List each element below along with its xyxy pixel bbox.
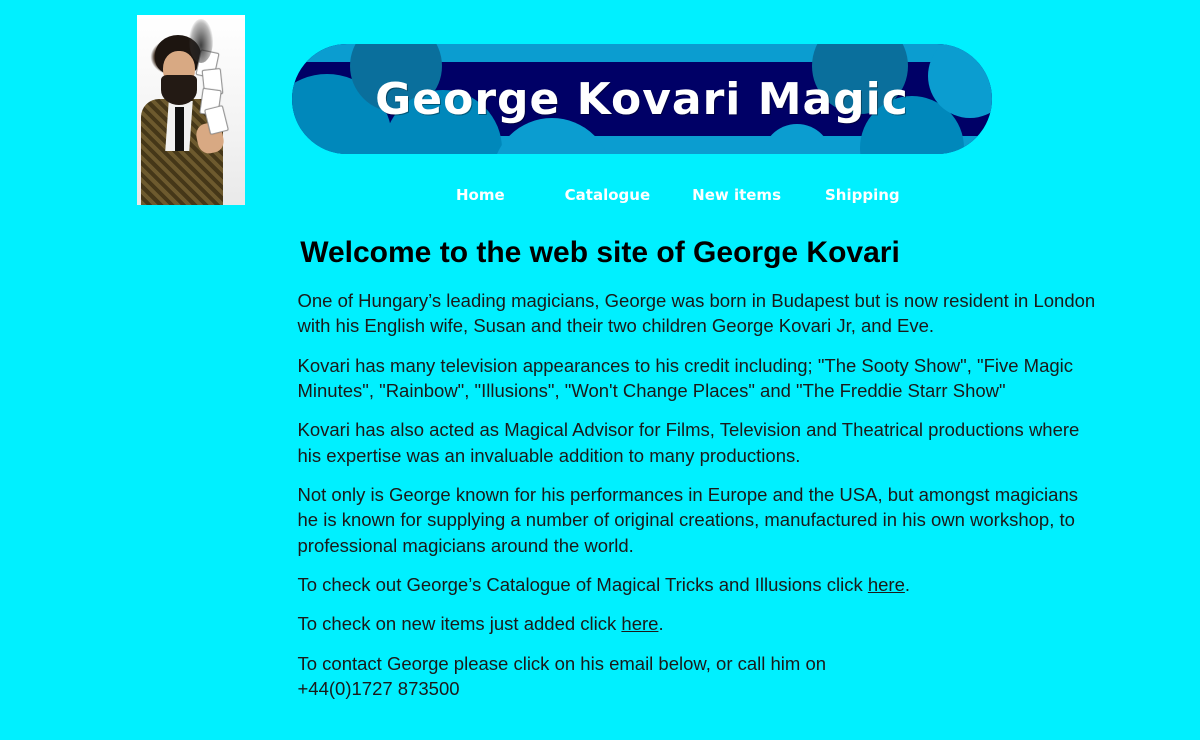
george-kovari-photo <box>137 15 245 205</box>
main-content <box>0 236 1200 715</box>
contact-text: To contact George please click on his email below, or call him on <box>297 652 827 674</box>
site-header <box>0 0 1200 215</box>
nav-item-catalogue[interactable]: Catalogue <box>564 186 651 204</box>
new-items-text-after: . <box>658 613 664 635</box>
paragraph-performances: Not only is George known for his performances in Europe and the USA, but amongst magicians he is known for supplying a number of original creations, manufactured in his own workshop, to professional magicians around the world. <box>297 484 1078 556</box>
new-items-here-link[interactable]: here <box>621 613 659 635</box>
main-navigation <box>440 186 900 204</box>
phone-number: +44(0)1727 873500 <box>297 678 460 700</box>
page-title: Welcome to the web site of George Kovari <box>300 236 900 269</box>
catalogue-text-after: . <box>904 574 911 596</box>
photo-tie <box>175 107 184 151</box>
site-title: George Kovari Magic <box>375 73 909 125</box>
smoke-icon <box>189 19 213 63</box>
body-copy <box>103 288 1098 701</box>
nav-item-new-items[interactable]: New items <box>692 186 781 204</box>
catalogue-here-link[interactable]: here <box>867 574 905 596</box>
new-items-text-before: To check on new items just added click <box>297 613 622 635</box>
paragraph-magical-advisor: Kovari has also acted as Magical Advisor for Films, Television and Theatrical productions where his expertise was an invaluable addition to many productions. <box>297 419 1080 466</box>
site-banner <box>292 44 992 154</box>
photo-beard <box>161 75 197 105</box>
catalogue-text-before: To check out George’s Catalogue of Magical Tricks and Illusions click <box>297 574 868 596</box>
paragraph-contact <box>298 651 1098 702</box>
paragraph-intro: One of Hungary’s leading magicians, George was born in Budapest but is now resident in London with his English wife, Susan and their two children George Kovari Jr, and Eve. <box>297 290 1096 337</box>
paragraph-television: Kovari has many television appearances to his credit including; "The Sooty Show", "Five Magic Minutes", "Rainbow", "Illusions", "Won't Change Places" and "The Freddie Starr Show" <box>297 354 1074 402</box>
nav-item-home[interactable]: Home <box>456 186 505 204</box>
paragraph-new-items-link <box>298 611 1098 636</box>
nav-item-shipping[interactable]: Shipping <box>825 186 900 204</box>
paragraph-catalogue-link <box>298 572 1098 597</box>
